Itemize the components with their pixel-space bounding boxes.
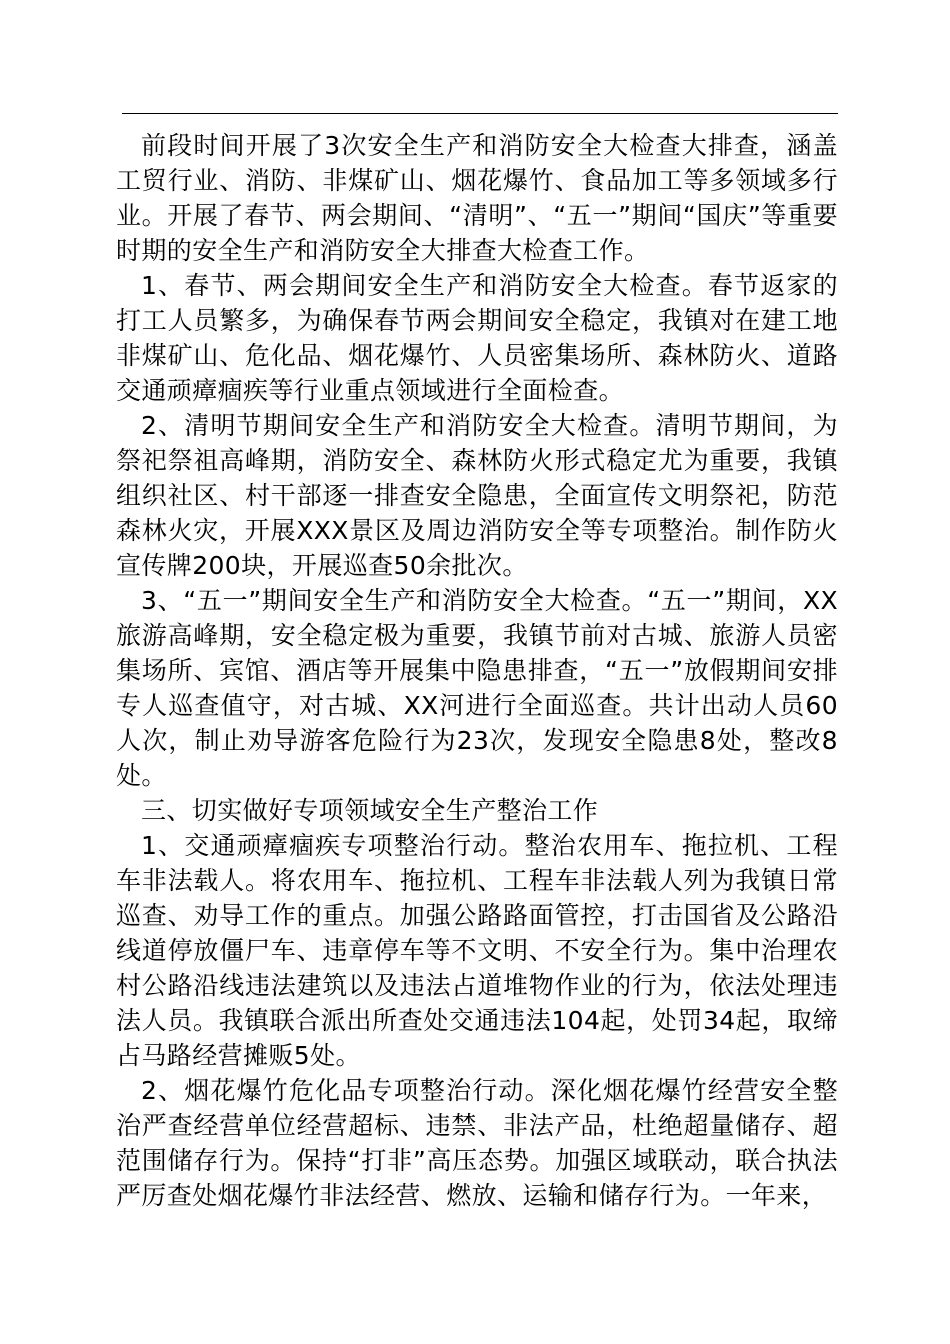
paragraph-qingming: 2、清明节期间安全生产和消防安全大检查。清明节期间，为祭祀祭祖高峰期，消防安全、森林防火形式稳定尤为重要，我镇组织社区、村干部逐一排查安全隐患，全面宣传文明祭祀，防范森林火灾，开展XXX景区及周边消防安全等专项整治。制作防火宣传牌200块，开展巡查50余批次。 — [116, 411, 838, 580]
section-heading: 三、切实做好专项领域安全生产整治工作 — [141, 796, 599, 825]
paragraph-traffic: 1、交通顽瘴痼疾专项整治行动。整治农用车、拖拉机、工程车非法载人。将农用车、拖拉机、工程车非法载人列为我镇日常巡查、劝导工作的重点。加强公路路面管控，打击国省及公路沿线道停放僵尸车、违章停车等不文明、不安全行为。集中治理农村公路沿线违法建筑以及违法占道堆物作业的行为，依法处理违法人员。我镇联合派出所查处交通违法104起，处罚34起，取缔占马路经营摊贩5处。 — [116, 831, 838, 1070]
header-rule — [122, 113, 838, 114]
paragraph-spring-festival: 1、春节、两会期间安全生产和消防安全大检查。春节返家的打工人员繁多，为确保春节两会期间安全稳定，我镇对在建工地非煤矿山、危化品、烟花爆竹、人员密集场所、森林防火、道路交通顽瘴痼疾等行业重点领域进行全面检查。 — [116, 271, 838, 405]
document-body — [116, 128, 838, 1213]
paragraph-fireworks: 2、烟花爆竹危化品专项整治行动。深化烟花爆竹经营安全整治严查经营单位经营超标、违禁、非法产品，杜绝超量储存、超范围储存行为。保持“打非”高压态势。加强区域联动，联合执法严厉查处烟花爆竹非法经营、燃放、运输和储存行为。一年来， — [116, 1076, 838, 1210]
paragraph-may-day: 3、“五一”期间安全生产和消防安全大检查。“五一”期间，XX旅游高峰期，安全稳定极为重要，我镇节前对古城、旅游人员密集场所、宾馆、酒店等开展集中隐患排查，“五一”放假期间安排专人巡查值守，对古城、XX河进行全面巡查。共计出动人员60人次，制止劝导游客危险行为23次，发现安全隐患8处，整改8处。 — [116, 586, 838, 790]
paragraph-intro: 前段时间开展了3次安全生产和消防安全大检查大排查，涵盖工贸行业、消防、非煤矿山、烟花爆竹、食品加工等多领域多行业。开展了春节、两会期间、“清明”、“五一”期间“国庆”等重要时期的安全生产和消防安全大排查大检查工作。 — [116, 131, 838, 265]
